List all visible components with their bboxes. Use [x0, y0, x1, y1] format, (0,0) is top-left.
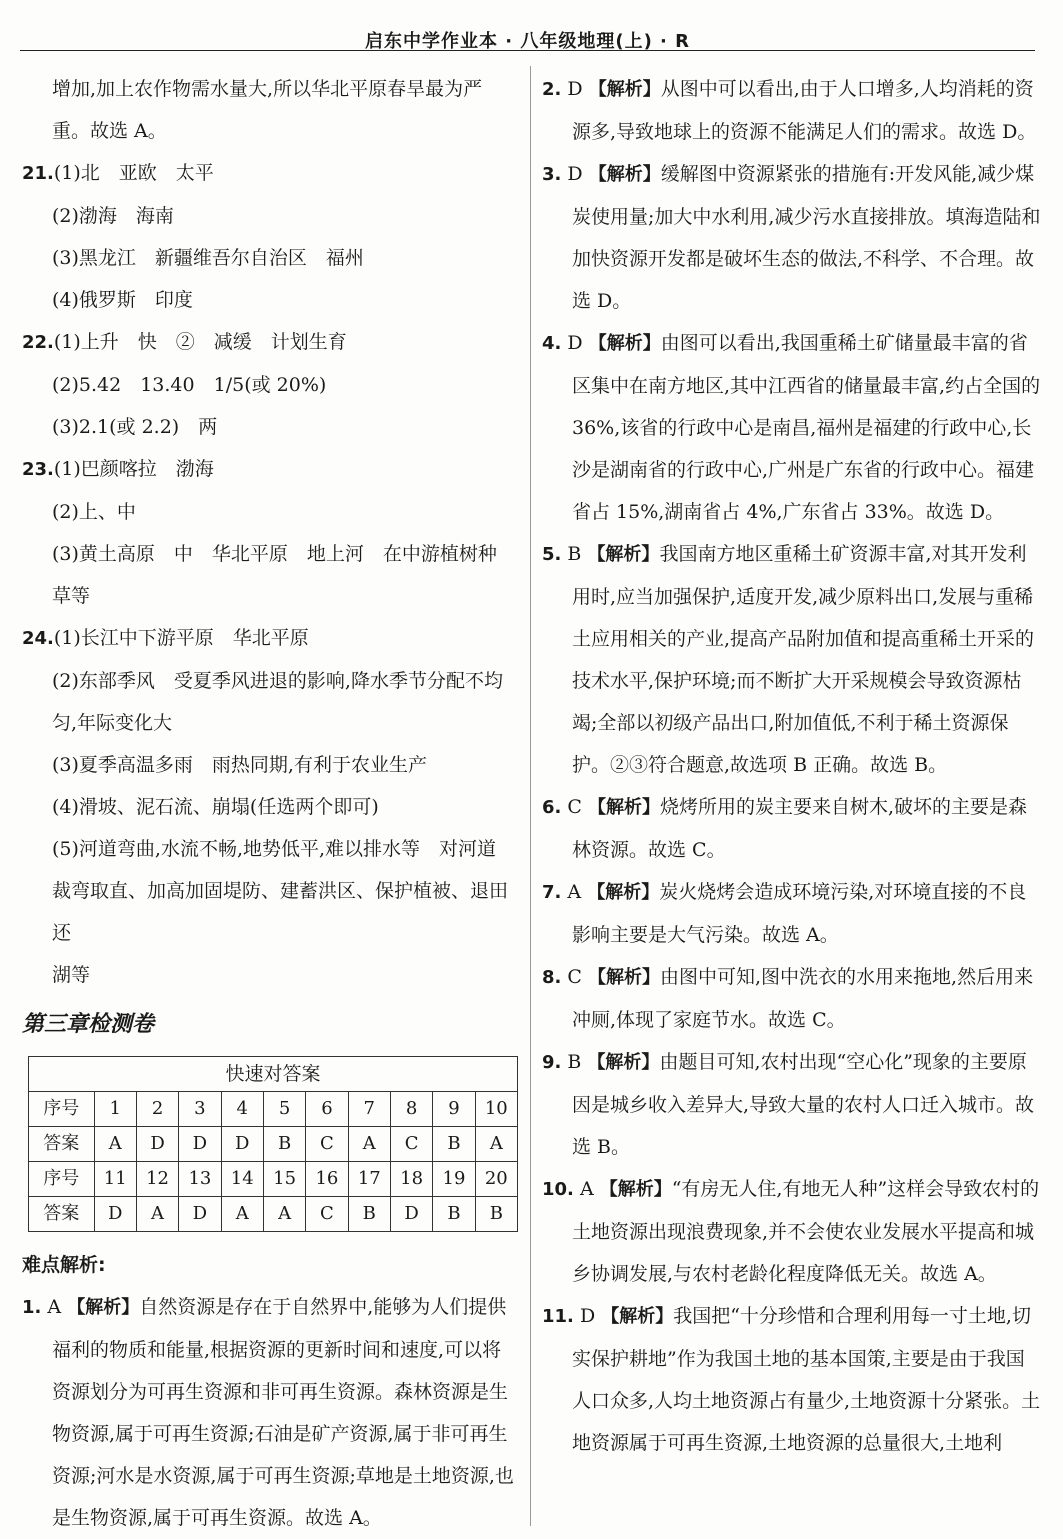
table-cell: 19: [433, 1162, 475, 1197]
answer-number: 9.: [542, 1052, 562, 1073]
table-cell: A: [94, 1127, 136, 1162]
analysis-tag: 【解析】: [587, 544, 660, 565]
answer-9: [542, 1041, 1042, 1168]
answer-number: 10.: [542, 1179, 574, 1200]
analysis-tag: 【解析】: [587, 1052, 660, 1073]
answer-number: 1.: [22, 1297, 42, 1318]
answer-choice: C: [567, 966, 582, 988]
table-cell: B: [263, 1127, 305, 1162]
answer-10: [542, 1168, 1042, 1295]
quick-answer-table: [28, 1056, 518, 1232]
answer-choice: A: [47, 1296, 62, 1318]
column-divider: [530, 66, 531, 1526]
table-cell: B: [475, 1197, 517, 1232]
difficulty-analysis-heading: 难点解析:: [22, 1254, 106, 1276]
answer-number: 11.: [542, 1306, 574, 1327]
answer-1: [22, 1286, 517, 1539]
q21-line-3: (3)黑龙江 新疆维吾尔自治区 福州: [52, 247, 364, 269]
answer-text: 自然资源是存在于自然界中,能够为人们提供福利的物质和能量,根据资源的更新时间和速度,可以将资源划分为可再生资源和非可再生资源。森林资源是生物资源,属于可再生资源;石油是矿产资源,属于非可再生资源;河水是水资源,属于可再生资源;草地是土地资源,也是生物资源,属于可再生资源。故选 A。: [52, 1296, 514, 1529]
table-cell: C: [306, 1127, 348, 1162]
analysis-tag: 【解析】: [588, 967, 661, 988]
analysis-tag: 【解析】: [588, 333, 661, 354]
table-cell: C: [390, 1127, 432, 1162]
question-24: [22, 617, 517, 996]
answer-11: [542, 1295, 1042, 1464]
table-cell: 14: [221, 1162, 263, 1197]
table-cell: 1: [94, 1092, 136, 1127]
answer-choice: D: [567, 332, 583, 354]
answer-8: [542, 956, 1042, 1041]
q21-line-2: (2)渤海 海南: [52, 205, 174, 227]
table-cell: B: [433, 1197, 475, 1232]
q22-line-3: (3)2.1(或 2.2) 两: [52, 416, 218, 438]
table-row: [29, 1162, 518, 1197]
table-caption: 快速对答案: [29, 1057, 518, 1092]
intro-line-2: 重。故选 A。: [52, 120, 167, 142]
table-cell: 18: [390, 1162, 432, 1197]
table-cell: 2: [136, 1092, 178, 1127]
table-cell: 5: [263, 1092, 305, 1127]
table-cell: B: [348, 1197, 390, 1232]
q23-line-1: (1)巴颜喀拉 渤海: [53, 458, 214, 480]
table-cell: D: [94, 1197, 136, 1232]
answer-text: 由图中可知,图中洗衣的水用来拖地,然后用来冲厕,体现了家庭节水。故选 C。: [572, 966, 1034, 1031]
running-header: [20, 28, 1035, 51]
answer-text: 由图可以看出,我国重稀土矿储量最丰富的省区集中在南方地区,其中江西省的储量最丰富,约占全国的 36%,该省的行政中心是南昌,福州是福建的行政中心,长沙是湖南省的行政中心,广州是广东省的行政中心。福建省占 15%,湖南省占 4%,广东省占 33%。故选 D。: [572, 332, 1041, 523]
answer-text: 由题目可知,农村出现“空心化”现象的主要原因是城乡收入差异大,导致大量的农村人口迁入城市。故选 B。: [572, 1051, 1035, 1158]
table-cell: A: [475, 1127, 517, 1162]
q23-number: 23.: [22, 459, 54, 480]
table-cell: D: [136, 1127, 178, 1162]
chapter-title: 第三章检测卷: [22, 1012, 155, 1037]
intro-line-1: 增加,加上农作物需水量大,所以华北平原春旱最为严: [52, 78, 483, 100]
answer-3: [542, 153, 1042, 322]
answer-text: 缓解图中资源紧张的措施有:开发风能,减少煤炭使用量;加大中水利用,减少污水直接排放。填海造陆和加快资源开发都是破坏生态的做法,不科学、不合理。故选 D。: [572, 163, 1041, 312]
answer-number: 2.: [542, 79, 562, 100]
analysis-tag: 【解析】: [588, 164, 661, 185]
table-cell: 17: [348, 1162, 390, 1197]
header-title: 启东中学作业本 · 八年级地理(上) · R: [364, 31, 691, 52]
q22-number: 22.: [22, 332, 54, 353]
q24-line-7: 裁弯取直、加高加固堤防、建蓄洪区、保护植被、退田还: [52, 880, 509, 944]
table-cell: A: [348, 1127, 390, 1162]
answer-choice: B: [567, 1051, 582, 1073]
table-cell: 12: [136, 1162, 178, 1197]
analysis-tag: 【解析】: [587, 882, 660, 903]
table-cell: 3: [179, 1092, 221, 1127]
answer-choice: D: [579, 1305, 596, 1327]
analysis-tag: 【解析】: [588, 79, 661, 100]
table-cell: 7: [348, 1092, 390, 1127]
q22-line-1: (1)上升 快 ② 减缓 计划生育: [53, 331, 347, 353]
table-cell: 15: [263, 1162, 305, 1197]
table-cell: A: [136, 1197, 178, 1232]
table-row: [29, 1092, 518, 1127]
table-cell: 9: [433, 1092, 475, 1127]
q24-line-4: (3)夏季高温多雨 雨热同期,有利于农业生产: [52, 754, 427, 776]
table-cell: 8: [390, 1092, 432, 1127]
q24-number: 24.: [22, 628, 54, 649]
answer-text: 我国把“十分珍惜和合理利用每一寸土地,切实保护耕地”作为我国土地的基本国策,主要是由于我国人口众多,人均土地资源占有量少,土地资源十分紧张。土地资源属于可再生资源,土地资源的总量很大,土地利: [572, 1305, 1041, 1454]
answer-number: 4.: [542, 333, 562, 354]
table-cell: C: [306, 1197, 348, 1232]
table-cell: 序号: [29, 1162, 95, 1197]
answer-number: 3.: [542, 164, 562, 185]
q22-line-2: (2)5.42 13.40 1/5(或 20%): [52, 374, 327, 396]
answer-choice: B: [567, 543, 582, 565]
q23-line-3: (3)黄土高原 中 华北平原 地上河 在中游植树种: [52, 543, 497, 565]
table-cell: D: [390, 1197, 432, 1232]
question-22: [22, 321, 517, 448]
table-cell: 13: [179, 1162, 221, 1197]
answer-text: 炭火烧烤会造成环境污染,对环境直接的不良影响主要是大气污染。故选 A。: [572, 881, 1027, 946]
answer-number: 8.: [542, 967, 562, 988]
q21-line-4: (4)俄罗斯 印度: [52, 289, 193, 311]
table-cell: 序号: [29, 1092, 95, 1127]
table-row: [29, 1127, 518, 1162]
answer-choice: D: [567, 78, 583, 100]
answer-number: 7.: [542, 882, 562, 903]
answer-text: 我国南方地区重稀土矿资源丰富,对其开发利用时,应当加强保护,适度开发,减少原料出口,发展与重稀土应用相关的产业,提高产品附加值和提高重稀土开采的技术水平,保护环境;而不断扩大开采规模会导致资源枯竭;全部以初级产品出口,附加值低,不利于稀土资源保护。②③符合题意,故选项 B 正确。故选 B。: [572, 543, 1035, 776]
q21-line-1: (1)北 亚欧 太平: [53, 162, 214, 184]
answer-text: 从图中可以看出,由于人口增多,人均消耗的资源多,导致地球上的资源不能满足人们的需求。故选 D。: [572, 78, 1037, 143]
q24-line-3: 匀,年际变化大: [52, 712, 173, 734]
q23-line-2: (2)上、中: [52, 501, 136, 523]
answer-choice: A: [567, 881, 582, 903]
table-cell: D: [179, 1127, 221, 1162]
answer-choice: C: [567, 796, 582, 818]
right-column: [542, 68, 1042, 1464]
table-cell: 16: [306, 1162, 348, 1197]
answer-choice: D: [567, 163, 583, 185]
answer-number: 5.: [542, 544, 562, 565]
table-cell: D: [179, 1197, 221, 1232]
q24-line-2: (2)东部季风 受夏季风进退的影响,降水季节分配不均: [52, 670, 503, 692]
analysis-tag: 【解析】: [588, 797, 661, 818]
answer-number: 6.: [542, 797, 562, 818]
left-column: [22, 68, 517, 1539]
table-row: [29, 1197, 518, 1232]
answer-2: [542, 68, 1042, 153]
q21-number: 21.: [22, 163, 54, 184]
q24-line-6: (5)河道弯曲,水流不畅,地势低平,难以排水等 对河道: [52, 838, 497, 860]
answer-4: [542, 322, 1042, 533]
table-cell: 4: [221, 1092, 263, 1127]
question-21: [22, 152, 517, 321]
table-cell: A: [221, 1197, 263, 1232]
analysis-tag: 【解析】: [599, 1179, 672, 1200]
analysis-tag: 【解析】: [67, 1297, 140, 1318]
table-cell: B: [433, 1127, 475, 1162]
answer-text: 烧烤所用的炭主要来自树木,破坏的主要是森林资源。故选 C。: [572, 796, 1028, 861]
q24-line-5: (4)滑坡、泥石流、崩塌(任选两个即可): [52, 796, 379, 818]
table-cell: 20: [475, 1162, 517, 1197]
table-cell: 答案: [29, 1127, 95, 1162]
table-cell: 6: [306, 1092, 348, 1127]
answer-choice: A: [579, 1178, 594, 1200]
table-cell: 11: [94, 1162, 136, 1197]
table-cell: 10: [475, 1092, 517, 1127]
table-cell: D: [221, 1127, 263, 1162]
analysis-tag: 【解析】: [601, 1306, 674, 1327]
answer-7: [542, 871, 1042, 956]
q23-line-4: 草等: [52, 585, 91, 607]
question-23: [22, 448, 517, 617]
table-cell: 答案: [29, 1197, 95, 1232]
q24-line-1: (1)长江中下游平原 华北平原: [53, 627, 309, 649]
answer-5: [542, 533, 1042, 786]
table-cell: A: [263, 1197, 305, 1232]
answer-text: “有房无人住,有地无人种”这样会导致农村的土地资源出现浪费现象,并不会使农业发展水平提高和城乡协调发展,与农村老龄化程度降低无关。故选 A。: [572, 1178, 1040, 1285]
q24-line-8: 湖等: [52, 964, 91, 986]
answer-6: [542, 786, 1042, 871]
